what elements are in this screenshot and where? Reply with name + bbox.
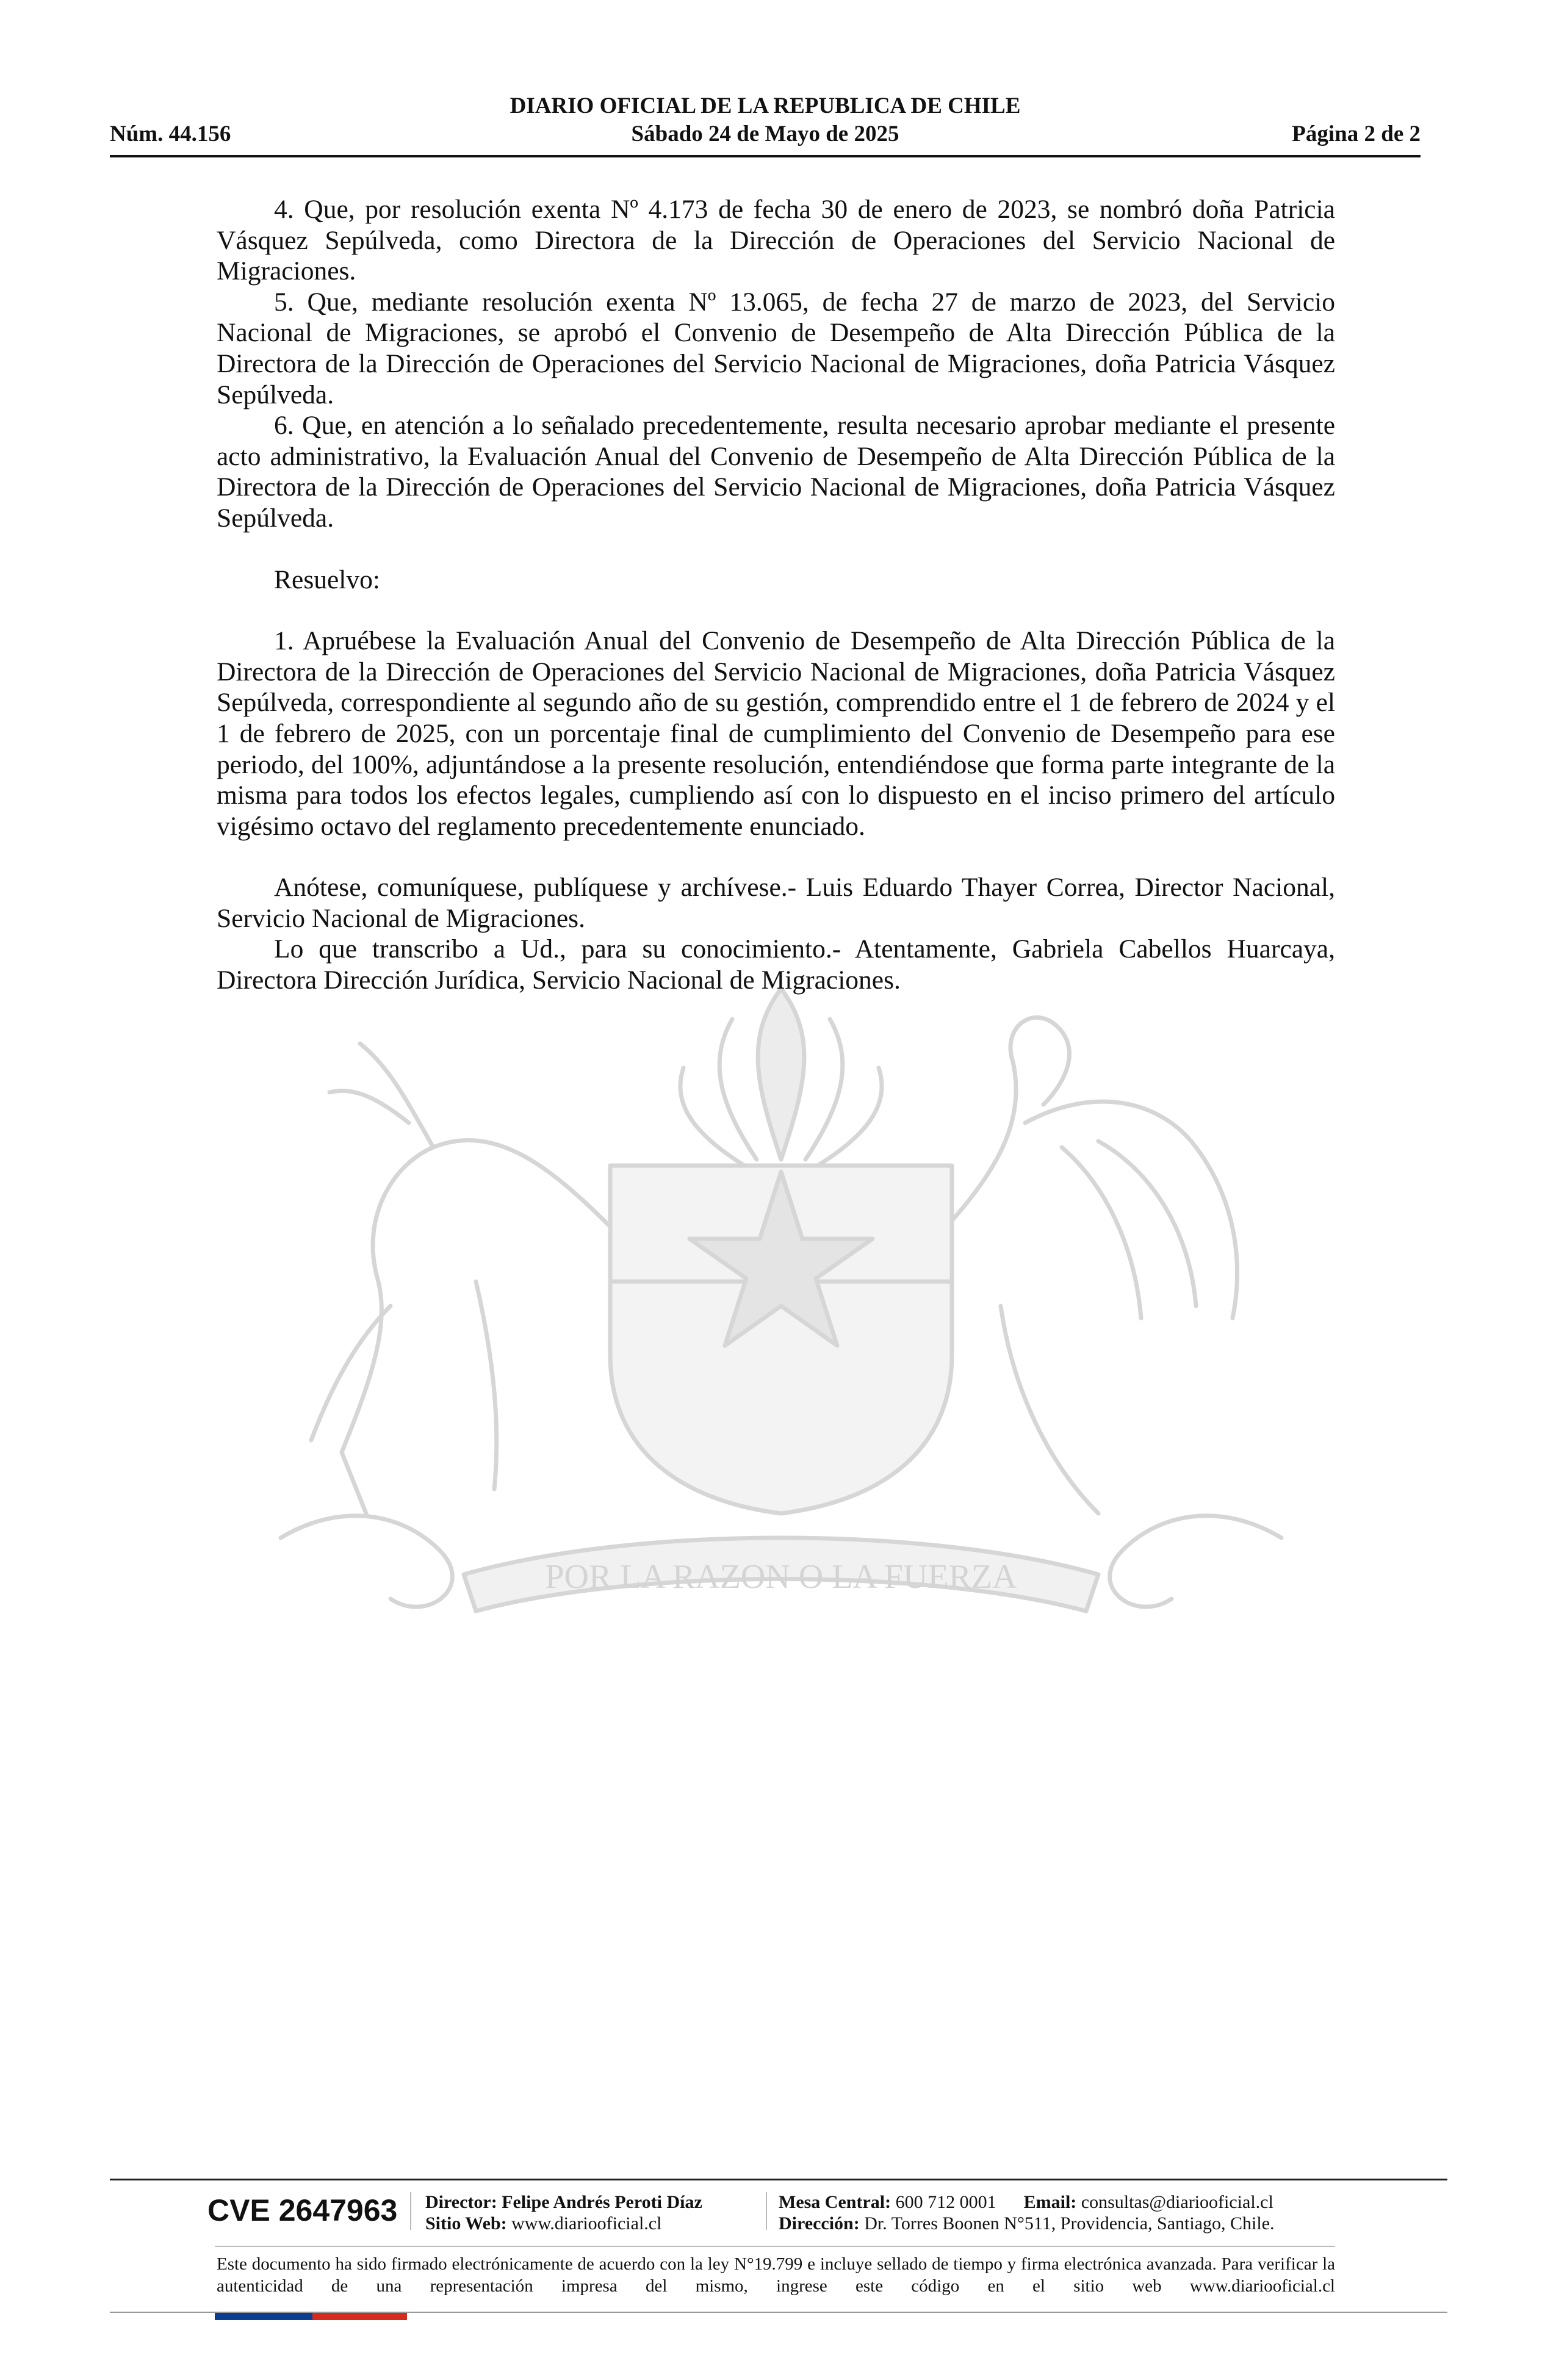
director-name: Felipe Andrés Peroti Díaz: [502, 2192, 702, 2212]
director-label: Director:: [425, 2192, 497, 2212]
flag-blue-band: [215, 2313, 312, 2320]
email-link[interactable]: consultas@diariooficial.cl: [1081, 2192, 1273, 2212]
footer-separator: [766, 2192, 767, 2230]
considerando-6: 6. Que, en atención a lo señalado precedentemente, resulta necesario aprobar mediante el presente acto administrativo, la Evaluación Anual del Convenio de Desempeño de Alta Dirección Pública de la Directora de la Dirección de Operaciones del Servicio Nacional de Migraciones, doña Patricia Vásquez Sepúlveda.: [217, 411, 1335, 533]
website-link[interactable]: www.diariooficial.cl: [511, 2213, 662, 2234]
mesa-label: Mesa Central:: [779, 2192, 891, 2212]
closing-formula: Anótese, comuníquese, publíquese y archívese.- Luis Eduardo Thayer Correa, Director Nacional, Servicio Nacional de Migraciones.: [217, 873, 1335, 933]
footer-contact: [779, 2192, 1273, 2213]
footer-address: [779, 2213, 1275, 2234]
legal-notice: Este documento ha sido firmado electrónicamente de acuerdo con la ley N°19.799 e incluye sellado de tiempo y firma electrónica avanzada. Para verificar la autenticidad de una representación impresa del mismo, ingrese este código en el sitio web www.diariooficial.cl: [217, 2254, 1335, 2296]
motto-text: POR LA RAZON O LA FUERZA: [545, 1558, 1017, 1596]
footer-divider-mid: [215, 2246, 1335, 2247]
transcription-note: Lo que transcribo a Ud., para su conocimiento.- Atentamente, Gabriela Cabellos Huarcaya, Directora Dirección Jurídica, Servicio Nacional de Migraciones.: [217, 934, 1335, 995]
footer-website: [425, 2213, 661, 2234]
resuelvo-heading: Resuelvo:: [274, 564, 380, 594]
issue-number: Núm. 44.156: [110, 121, 231, 146]
address-label: Dirección:: [779, 2213, 860, 2234]
considerando-4: 4. Que, por resolución exenta Nº 4.173 de fecha 30 de enero de 2023, se nombró doña Patricia Vásquez Sepúlveda, como Directora de la Dirección de Operaciones del Servicio Nacional de Migraciones.: [217, 195, 1335, 286]
footer-divider-top: [110, 2179, 1447, 2180]
mesa-phone: 600 712 0001: [895, 2192, 996, 2212]
considerando-5: 5. Que, mediante resolución exenta Nº 13.065, de fecha 27 de marzo de 2023, del Servicio Nacional de Migraciones, se aprobó el Convenio de Desempeño de Alta Dirección Pública de la Directora de la Dirección de Operaciones del Servicio Nacional de Migraciones, doña Patricia Vásquez Sepúlveda.: [217, 287, 1335, 409]
flag-stripe: [215, 2313, 407, 2320]
address-value: Dr. Torres Boonen N°511, Providencia, Santiago, Chile.: [864, 2213, 1275, 2234]
publication-title: DIARIO OFICIAL DE LA REPUBLICA DE CHILE: [510, 93, 1021, 118]
header-divider: [110, 155, 1421, 157]
footer-separator: [410, 2192, 411, 2230]
resolution-item-1: 1. Apruébese la Evaluación Anual del Convenio de Desempeño de Alta Dirección Pública de la Directora de la Dirección de Operaciones del Servicio Nacional de Migraciones, doña Patricia Vásquez Sepúlveda, correspondiente al segundo año de su gestión, comprendido entre el 1 de febrero de 2024 y el 1 de febrero de 2025, con un porcentaje final de cumplimiento del Convenio de Desempeño para ese periodo, del 100%, adjuntándose a la presente resolución, entendiéndose que forma parte integrante de la misma para todos los efectos legales, cumpliendo así con lo dispuesto en el inciso primero del artículo vigésimo octavo del reglamento precedentemente enunciado.: [217, 626, 1335, 841]
cve-code: CVE 2647963: [207, 2193, 398, 2227]
website-label: Sitio Web:: [425, 2213, 507, 2234]
issue-date: Sábado 24 de Mayo de 2025: [631, 121, 899, 146]
coat-of-arms-watermark: [207, 964, 1355, 1660]
flag-red-band: [312, 2313, 407, 2320]
document-body: [217, 194, 1335, 996]
page-header: [110, 93, 1421, 154]
page-number: Página 2 de 2: [1292, 121, 1421, 146]
footer-director: [425, 2192, 702, 2213]
email-label: Email:: [1023, 2192, 1077, 2212]
